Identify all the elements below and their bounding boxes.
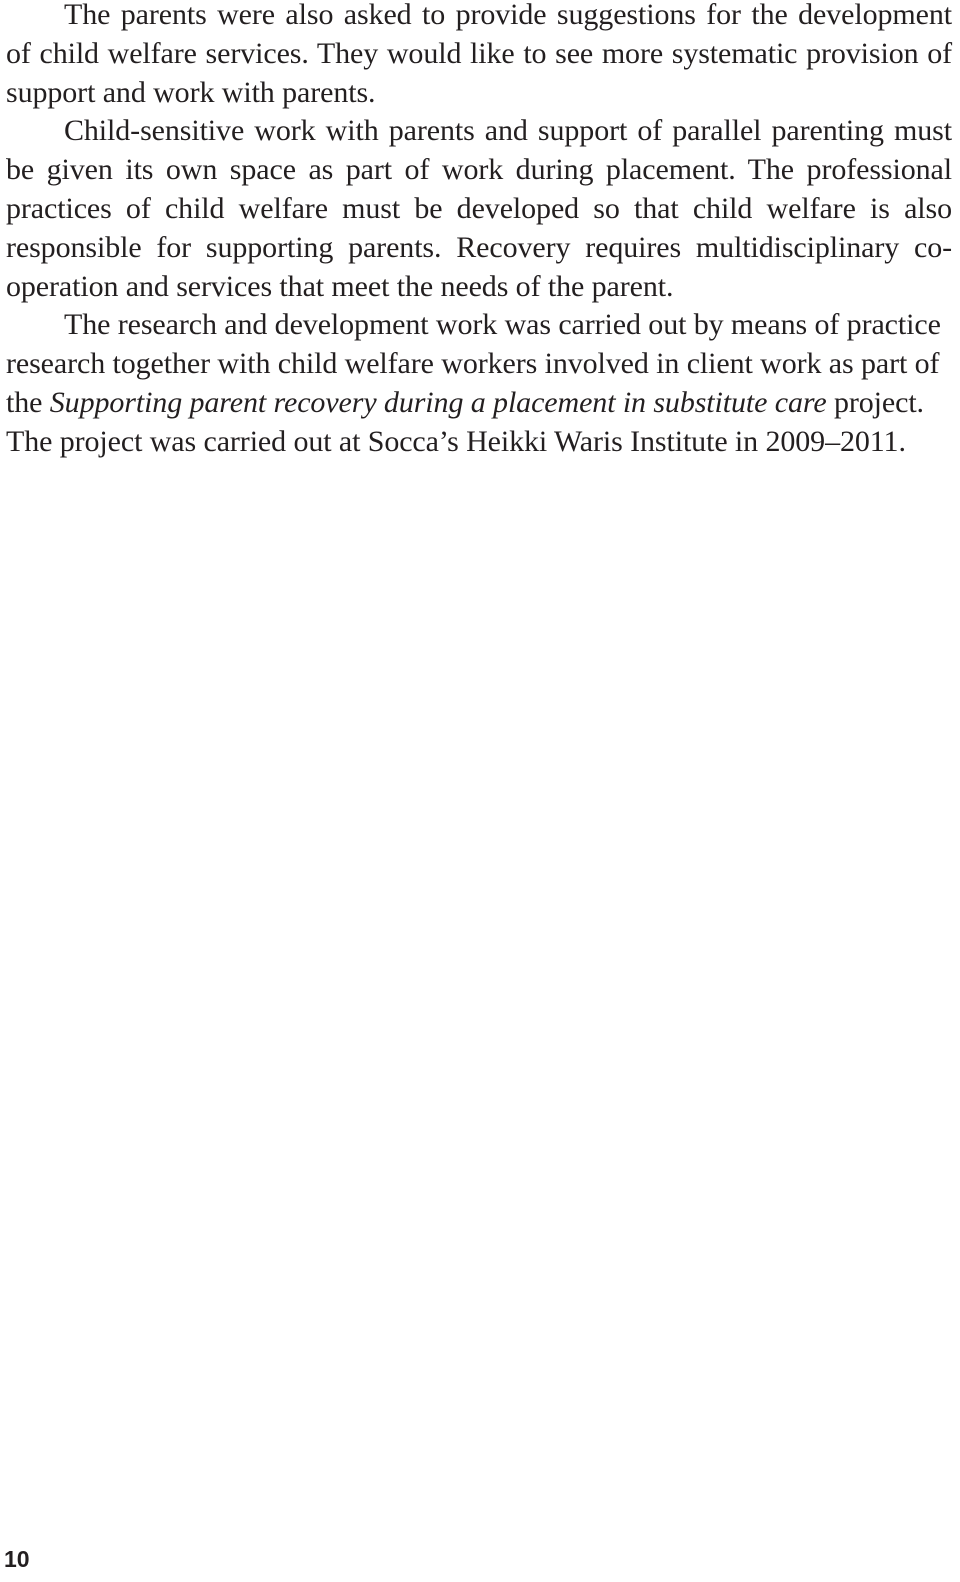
- paragraph-3-text-start: The research and development work was carried out by means of practice research together with child welfare workers involved in client work as part of the: [6, 308, 941, 419]
- page-number: 10: [4, 1546, 30, 1572]
- paragraph-3: [6, 306, 952, 461]
- paragraph-1: [6, 0, 952, 112]
- paragraph-2: [6, 112, 952, 306]
- paragraph-3-text-end: project. The project was carried out at Socca’s Heikki Waris Institute in 2009–2011.: [6, 385, 924, 458]
- project-title: Supporting parent recovery during a placement in substitute care: [49, 385, 827, 419]
- paragraph-1-text: The parents were also asked to provide suggestions for the development of child welfare services. They would like to see more systematic provision of support and work with parents.: [6, 0, 952, 109]
- paragraph-2-text: Child-sensitive work with parents and support of parallel parenting must be given its own space as part of work during placement. The professional practices of child welfare must be developed so that child welfare is also responsible for supporting parents. Recovery requires multidisciplinary co-operation and services that meet the needs of the parent.: [6, 114, 952, 303]
- body-text: [6, 0, 952, 462]
